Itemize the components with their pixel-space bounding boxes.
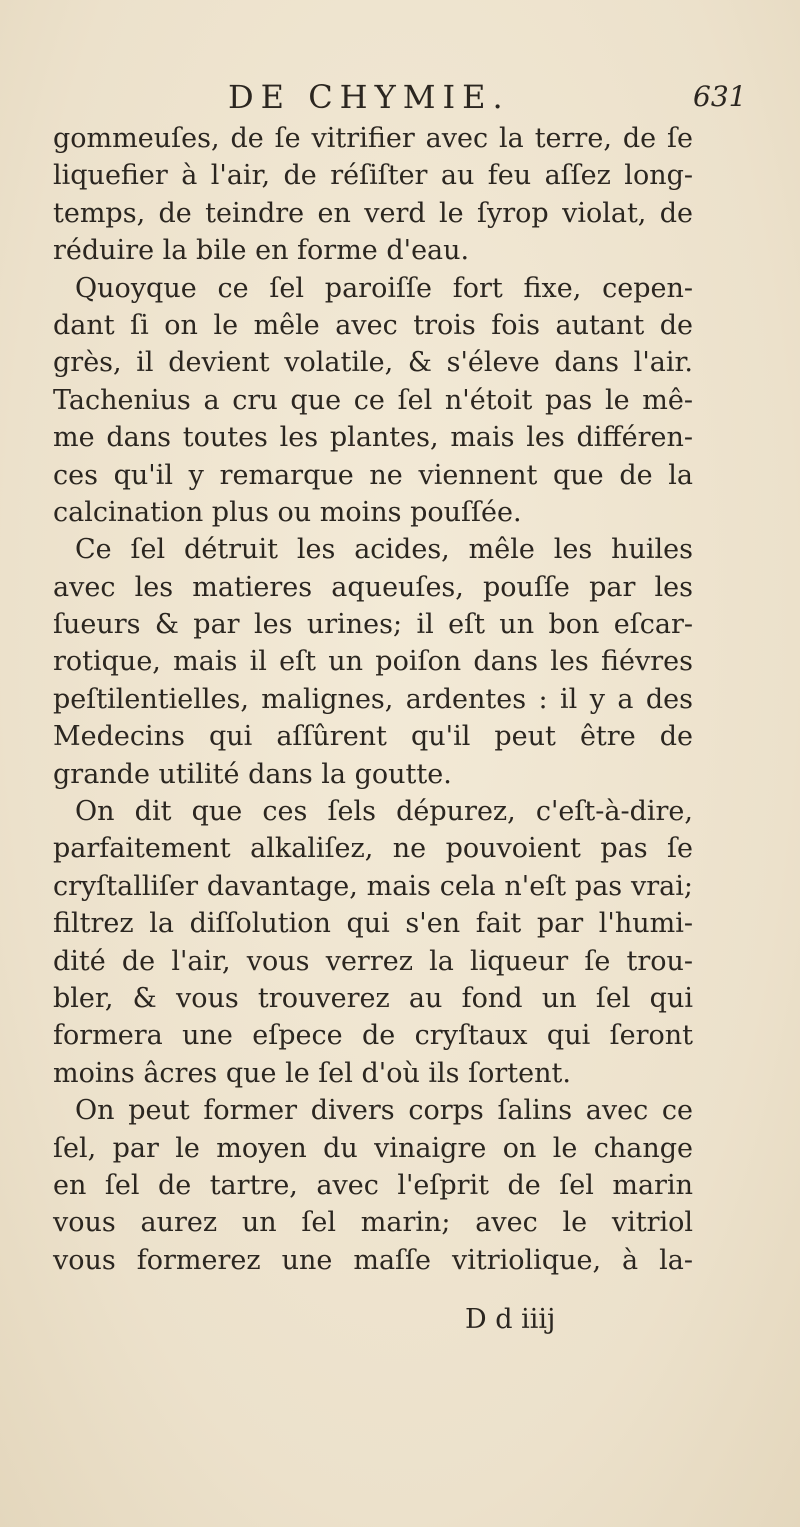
text-line: grès, il devient volatile, & s'éleve dans l'air. (53, 347, 693, 379)
text-line: calcination plus ou moins pouſſée. (53, 496, 522, 528)
text-line: en ſel de tartre, avec l'eſprit de ſel marin (53, 1169, 693, 1201)
text-line: Medecins qui aſſûrent qu'il peut être de (53, 721, 693, 753)
running-head (0, 78, 800, 118)
text-line: On dit que ces ſels dépurez, c'eſt-à-dire, (75, 796, 693, 828)
text-line: ces qu'il y remarque ne viennent que de la (53, 459, 693, 491)
text-line: formera une eſpece de cryſtaux qui ſeront (53, 1020, 693, 1052)
text-line: dant ſi on le mêle avec trois fois autant de (53, 309, 693, 341)
text-line: me dans toutes les plantes, mais les différen- (53, 422, 693, 454)
signature-mark: D d iiij (465, 1304, 556, 1335)
text-line: moins âcres que le ſel d'où ils ſortent. (53, 1057, 571, 1089)
text-line: ſel, par le moyen du vinaigre on le change (53, 1132, 693, 1164)
text-line: On peut former divers corps ſalins avec ce (75, 1095, 693, 1127)
text-line: dité de l'air, vous verrez la liqueur ſe trou- (53, 945, 693, 977)
body-text (53, 120, 693, 1279)
text-line: cryſtalliſer davantage, mais cela n'eſt pas vrai; (53, 870, 693, 902)
text-line: grande utilité dans la goutte. (53, 758, 452, 790)
page-number: 631 (693, 80, 747, 113)
text-line: rotique, mais il eſt un poiſon dans les fiévres (53, 646, 693, 678)
text-line: vous aurez un ſel marin; avec le vitriol (53, 1207, 693, 1239)
text-line: gommeuſes, de ſe vitrifier avec la terre, de ſe (53, 123, 693, 154)
text-line: filtrez la diſſolution qui s'en fait par l'humi- (53, 908, 693, 940)
text-line: Tachenius a cru que ce ſel n'étoit pas le mê- (53, 384, 693, 416)
running-title: DE CHYMIE. (228, 78, 510, 116)
text-line: parfaitement alkaliſez, ne pouvoient pas ſe (53, 833, 693, 865)
text-line: bler, & vous trouverez au fond un ſel qui (53, 982, 693, 1014)
text-line: temps, de teindre en verd le ſyrop violat, de (53, 197, 693, 229)
text-line: Ce ſel détruit les acides, mêle les huiles (75, 534, 693, 566)
text-line: Quoyque ce ſel paroiſſe fort fixe, cepen- (75, 272, 693, 304)
text-line: peſtilentielles, malignes, ardentes : il y a des (53, 683, 693, 715)
text-line: réduire la bile en forme d'eau. (53, 235, 470, 267)
text-line: avec les matieres aqueuſes, pouſſe par les (53, 571, 693, 603)
text-line: liquefier à l'air, de réſiſter au feu aſſez long- (53, 160, 693, 192)
text-line: ſueurs & par les urines; il eſt un bon eſcar- (53, 609, 693, 641)
text-line: vous formerez une maſſe vitriolique, à la- (53, 1244, 693, 1276)
